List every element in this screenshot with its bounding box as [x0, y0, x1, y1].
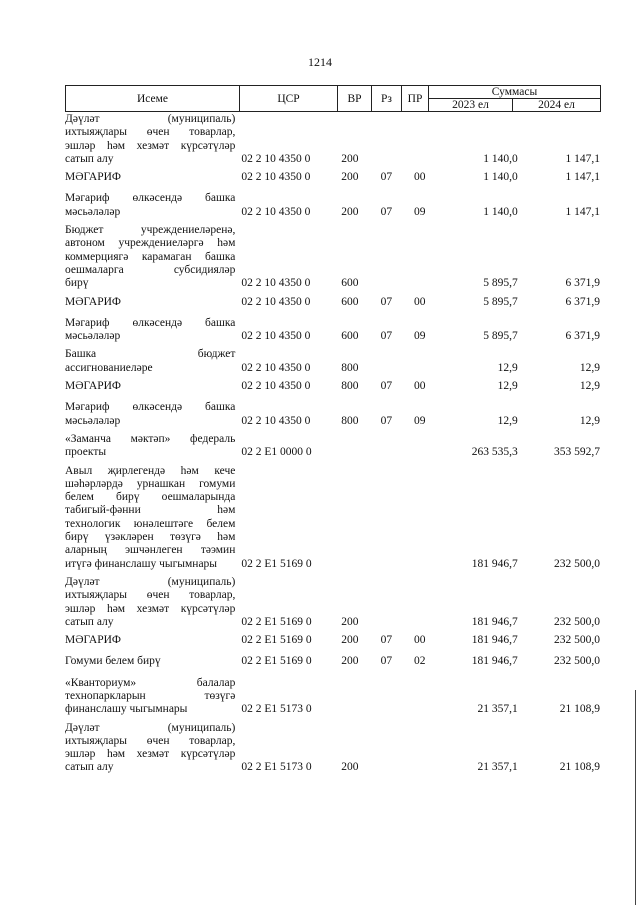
page-number: 1214: [308, 55, 332, 69]
row-csr: 02 2 10 4350 0: [241, 330, 311, 343]
row-name-line: эшләр һәм хезмәт күрсәтүләр: [65, 748, 236, 761]
row-sum-2023: 21 357,1: [477, 703, 518, 716]
row-vr: 200: [341, 634, 359, 647]
row-sum-2024: 232 500,0: [554, 557, 600, 570]
row-name-line: МӘГАРИФ: [65, 634, 122, 647]
row-csr: 02 2 E1 5169 0: [241, 557, 312, 570]
table-row: [65, 401, 600, 428]
row-name-line: автоном учреждениеләргә һәм: [65, 237, 236, 250]
row-sum-2023: 1 140,0: [483, 152, 518, 165]
row-sum-2023: 181 946,7: [471, 615, 518, 628]
row-sum-2024: 12,9: [579, 414, 600, 427]
row-name-line: Бюджет учреждениеләренә,: [65, 224, 236, 237]
row-sum-2024: 353 592,7: [554, 446, 600, 459]
header-csr: ЦСР: [240, 86, 338, 112]
row-sum-2024: 21 108,9: [559, 703, 600, 716]
row-vr: 600: [341, 277, 359, 290]
row-rz: 07: [380, 380, 393, 393]
row-csr: 02 2 E1 0000 0: [241, 446, 312, 459]
row-pr: 00: [413, 295, 426, 308]
row-name: [65, 655, 235, 668]
row-name: [65, 433, 235, 460]
row-pr: 00: [413, 171, 426, 184]
row-rz: 07: [380, 205, 393, 218]
row-csr: 02 2 10 4350 0: [241, 295, 311, 308]
row-name: [65, 380, 235, 393]
row-csr: 02 2 E1 5169 0: [241, 615, 312, 628]
row-sum-2024: 6 371,9: [565, 295, 600, 308]
row-name-line: Гомуми белем бирү: [65, 655, 161, 668]
table-row: [65, 224, 600, 290]
row-name: [65, 171, 235, 184]
table-row: [65, 465, 600, 571]
row-name: [65, 317, 235, 344]
table-row: [65, 576, 600, 629]
row-name-line: Дәүләт (муниципаль): [65, 575, 236, 588]
row-sum-2024: 12,9: [579, 361, 600, 374]
row-sum-2024: 232 500,0: [554, 655, 600, 668]
table-row: [65, 192, 600, 219]
row-name-line: мәсьәләләр: [65, 205, 121, 218]
row-name-line: белем бирү оешмаларында: [65, 491, 236, 504]
row-sum-2024: 6 371,9: [565, 330, 600, 343]
row-sum-2024: 232 500,0: [554, 615, 600, 628]
row-name-line: МӘГАРИФ: [65, 295, 122, 308]
row-name-line: сатып алу: [65, 152, 114, 165]
row-sum-2024: 232 500,0: [554, 634, 600, 647]
row-name-line: Мәгариф өлкәсендә башка: [65, 192, 236, 205]
row-csr: 02 2 10 4350 0: [241, 152, 311, 165]
row-name-line: ихтыяҗлары өчен товарлар,: [65, 589, 236, 602]
row-name: [65, 677, 235, 717]
row-rz: 07: [380, 295, 393, 308]
row-sum-2023: 12,9: [497, 414, 518, 427]
row-name: [65, 465, 235, 571]
row-vr: 200: [341, 615, 359, 628]
table-row: [65, 655, 600, 668]
row-name-line: итүгә финанслашу чыгымнары: [65, 557, 218, 570]
row-pr: 09: [413, 205, 426, 218]
row-name: [65, 348, 235, 375]
row-vr: 600: [341, 330, 359, 343]
row-name-line: технопаркларын төзүгә: [65, 689, 236, 702]
row-sum-2023: 1 140,0: [483, 171, 518, 184]
row-sum-2023: 21 357,1: [477, 761, 518, 774]
row-vr: 200: [341, 171, 359, 184]
row-pr: 09: [413, 330, 426, 343]
row-name-line: мәсьәләләр: [65, 414, 121, 427]
table-row: [65, 722, 600, 775]
row-name-line: эшләр һәм хезмәт күрсәтүләр: [65, 602, 236, 615]
row-vr: 200: [341, 655, 359, 668]
row-csr: 02 2 E1 5173 0: [241, 703, 312, 716]
row-name-line: «Кванториум» балалар: [65, 676, 236, 689]
scan-edge-line: [635, 690, 636, 905]
row-name-line: Мәгариф өлкәсендә башка: [65, 316, 236, 329]
row-name-line: шәһәрләрдә урнашкан гомуми: [65, 477, 236, 490]
row-pr: 00: [413, 380, 426, 393]
row-name-line: табигый-фәнни һәм: [65, 504, 236, 517]
row-sum-2023: 12,9: [497, 380, 518, 393]
header-vr: ВР: [338, 86, 372, 112]
row-vr: 600: [341, 295, 359, 308]
row-sum-2023: 181 946,7: [471, 557, 518, 570]
row-sum-2024: 1 147,1: [565, 171, 600, 184]
row-name: [65, 722, 235, 775]
row-csr: 02 2 E1 5169 0: [241, 634, 312, 647]
row-name: [65, 192, 235, 219]
row-csr: 02 2 10 4350 0: [241, 277, 311, 290]
row-name-line: проекты: [65, 446, 107, 459]
row-name: [65, 224, 235, 290]
row-name-line: технологик юнәлештәге белем: [65, 517, 236, 530]
row-name-line: бирү: [65, 277, 89, 290]
header-name: Исеме: [66, 86, 240, 112]
row-name-line: финанслашу чыгымнары: [65, 703, 188, 716]
header-year-2023: 2023 ел: [429, 99, 513, 112]
row-name-line: бирү үзәкләрен төзүгә һәм: [65, 531, 236, 544]
row-name: [65, 634, 235, 647]
row-sum-2024: 6 371,9: [565, 277, 600, 290]
row-name-line: оешмаларга субсидияләр: [65, 263, 236, 276]
row-name-line: коммерциягә карамаган башка: [65, 250, 236, 263]
row-sum-2023: 181 946,7: [471, 634, 518, 647]
row-pr: 09: [413, 414, 426, 427]
row-name: [65, 401, 235, 428]
header-year-2024: 2024 ел: [513, 99, 601, 112]
row-csr: 02 2 E1 5169 0: [241, 655, 312, 668]
row-rz: 07: [380, 655, 393, 668]
table-row: [65, 433, 600, 460]
row-rz: 07: [380, 634, 393, 647]
row-name-line: Дәүләт (муниципаль): [65, 721, 236, 734]
row-sum-2023: 181 946,7: [471, 655, 518, 668]
table-body: [65, 113, 600, 780]
row-csr: 02 2 E1 5173 0: [241, 761, 312, 774]
row-name-line: ихтыяҗлары өчен товарлар,: [65, 126, 236, 139]
row-csr: 02 2 10 4350 0: [241, 205, 311, 218]
row-name-line: сатып алу: [65, 615, 114, 628]
table-row: [65, 317, 600, 344]
row-vr: 200: [341, 761, 359, 774]
row-vr: 800: [341, 361, 359, 374]
table-row: [65, 113, 600, 166]
row-name-line: эшләр һәм хезмәт күрсәтүләр: [65, 139, 236, 152]
row-csr: 02 2 10 4350 0: [241, 171, 311, 184]
row-name-line: мәсьәләләр: [65, 330, 121, 343]
header-sums: Суммасы: [429, 86, 601, 99]
row-sum-2023: 5 895,7: [483, 295, 518, 308]
row-sum-2024: 12,9: [579, 380, 600, 393]
row-rz: 07: [380, 330, 393, 343]
header-pr: ПР: [402, 86, 429, 112]
row-rz: 07: [380, 414, 393, 427]
table-row: [65, 380, 600, 393]
row-sum-2023: 12,9: [497, 361, 518, 374]
header-rz: Рз: [372, 86, 402, 112]
row-name: [65, 113, 235, 166]
row-name-line: аларның эшчәнлеген тәэмин: [65, 544, 236, 557]
row-sum-2023: 1 140,0: [483, 205, 518, 218]
row-name-line: Авыл җирлегендә һәм кече: [65, 464, 236, 477]
table-row: [65, 677, 600, 717]
row-name-line: МӘГАРИФ: [65, 380, 122, 393]
row-vr: 200: [341, 205, 359, 218]
row-sum-2023: 5 895,7: [483, 277, 518, 290]
row-name-line: Дәүләт (муниципаль): [65, 113, 236, 125]
row-vr: 200: [341, 152, 359, 165]
row-sum-2023: 263 535,3: [471, 446, 518, 459]
row-sum-2024: 1 147,1: [565, 205, 600, 218]
row-vr: 800: [341, 380, 359, 393]
row-name-line: сатып алу: [65, 761, 114, 774]
row-pr: 00: [413, 634, 426, 647]
row-csr: 02 2 10 4350 0: [241, 380, 311, 393]
row-name-line: ассигнованиеләре: [65, 361, 153, 374]
row-name-line: МӘГАРИФ: [65, 171, 122, 184]
table-row: [65, 634, 600, 647]
row-name-line: Мәгариф өлкәсендә башка: [65, 401, 236, 414]
row-name-line: Башка бюджет: [65, 348, 236, 361]
row-pr: 02: [413, 655, 426, 668]
row-csr: 02 2 10 4350 0: [241, 361, 311, 374]
row-name-line: «Заманча мәктәп» федераль: [65, 432, 236, 445]
row-sum-2024: 21 108,9: [559, 761, 600, 774]
row-sum-2023: 5 895,7: [483, 330, 518, 343]
row-csr: 02 2 10 4350 0: [241, 414, 311, 427]
row-name: [65, 296, 235, 309]
table-row: [65, 296, 600, 309]
row-vr: 800: [341, 414, 359, 427]
table-row: [65, 348, 600, 375]
table-header: [65, 85, 601, 112]
row-rz: 07: [380, 171, 393, 184]
row-sum-2024: 1 147,1: [565, 152, 600, 165]
row-name: [65, 576, 235, 629]
row-name-line: ихтыяҗлары өчен товарлар,: [65, 734, 236, 747]
table-row: [65, 171, 600, 184]
